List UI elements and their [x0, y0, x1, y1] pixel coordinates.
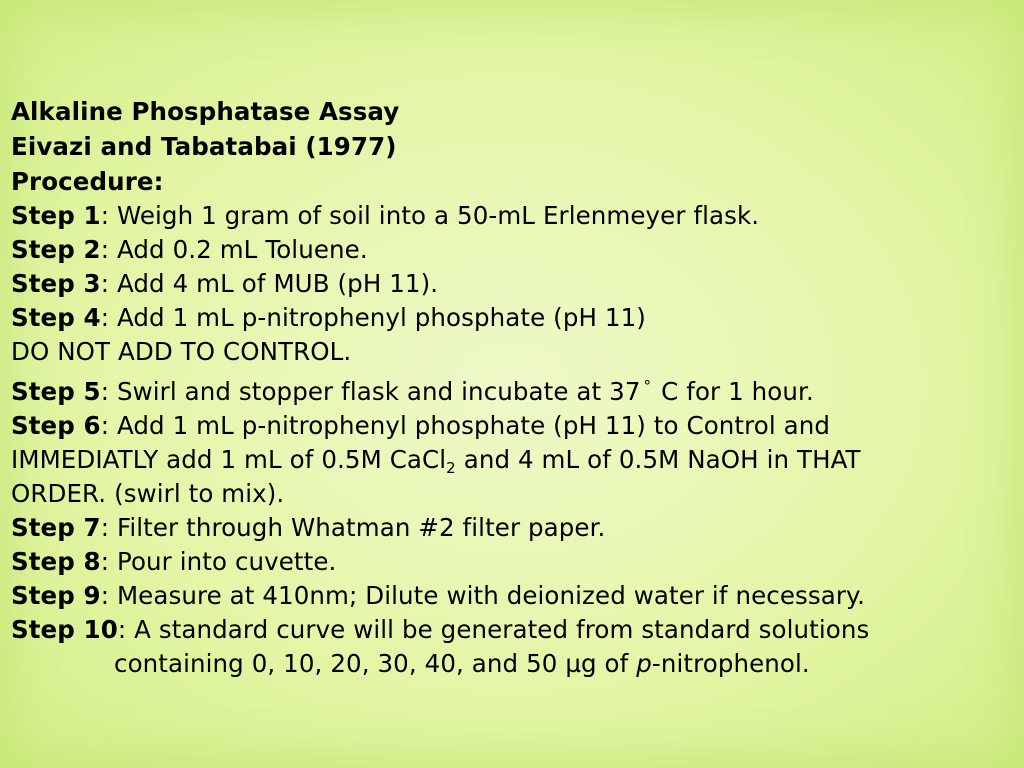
step-6-line-2 [11, 443, 1021, 477]
step-label: Step 9 [11, 581, 101, 610]
step-label: Step 10 [11, 615, 118, 644]
step-text: : Weigh 1 gram of soil into a 50-mL Erlenmeyer flask. [100, 201, 760, 230]
step-label: Step 7 [11, 513, 101, 542]
degree-symbol: ° [643, 377, 652, 395]
step-8 [11, 545, 1021, 579]
step-6-line-3: ORDER. (swirl to mix). [11, 479, 285, 508]
step-label: Step 6 [11, 411, 101, 440]
step-label: Step 3 [11, 269, 101, 298]
procedure-label: Procedure: [11, 167, 164, 196]
step-text: containing 0, 10, 20, 30, 40, and 50 µg of [114, 649, 637, 678]
step-text: : Add 4 mL of MUB (pH 11). [100, 269, 439, 298]
italic-p: p [636, 649, 652, 678]
step-4 [11, 301, 1021, 335]
step-6 [11, 409, 1021, 443]
step-text: : Pour into cuvette. [100, 547, 337, 576]
step-3 [11, 267, 1021, 301]
assay-title: Alkaline Phosphatase Assay [11, 97, 400, 126]
step-label: Step 4 [11, 303, 101, 332]
step-text: : Add 0.2 mL Toluene. [100, 235, 368, 264]
assay-citation: Eivazi and Tabatabai (1977) [11, 132, 397, 161]
step-label: Step 1 [11, 201, 101, 230]
step-text: : A standard curve will be generated from standard solutions [117, 615, 870, 644]
step-text-continued: -nitrophenol. [651, 649, 810, 678]
step-1 [11, 199, 1021, 233]
step-text: : Add 1 mL p-nitrophenyl phosphate (pH 11) to Control and [100, 411, 831, 440]
step-text: IMMEDIATLY add 1 mL of 0.5M CaCl [11, 445, 447, 474]
step-7 [11, 511, 1021, 545]
step-4-note: DO NOT ADD TO CONTROL. [11, 337, 352, 366]
step-text: : Swirl and stopper flask and incubate at 37 [100, 377, 641, 406]
step-text-continued: and 4 mL of 0.5M NaOH in THAT [455, 445, 861, 474]
slide-content [11, 94, 1021, 681]
step-label: Step 2 [11, 235, 101, 264]
step-10-line-2 [11, 647, 1021, 681]
step-text: : Filter through Whatman #2 filter paper. [100, 513, 606, 542]
step-label: Step 8 [11, 547, 101, 576]
subscript: 2 [446, 459, 456, 477]
step-2 [11, 233, 1021, 267]
step-text: : Measure at 410nm; Dilute with deionized water if necessary. [100, 581, 865, 610]
step-5 [11, 369, 1021, 409]
step-text-continued: C for 1 hour. [661, 377, 814, 406]
step-text: : Add 1 mL p-nitrophenyl phosphate (pH 11) [100, 303, 646, 332]
step-9 [11, 579, 1021, 613]
step-label: Step 5 [11, 377, 101, 406]
step-10 [11, 613, 1021, 647]
